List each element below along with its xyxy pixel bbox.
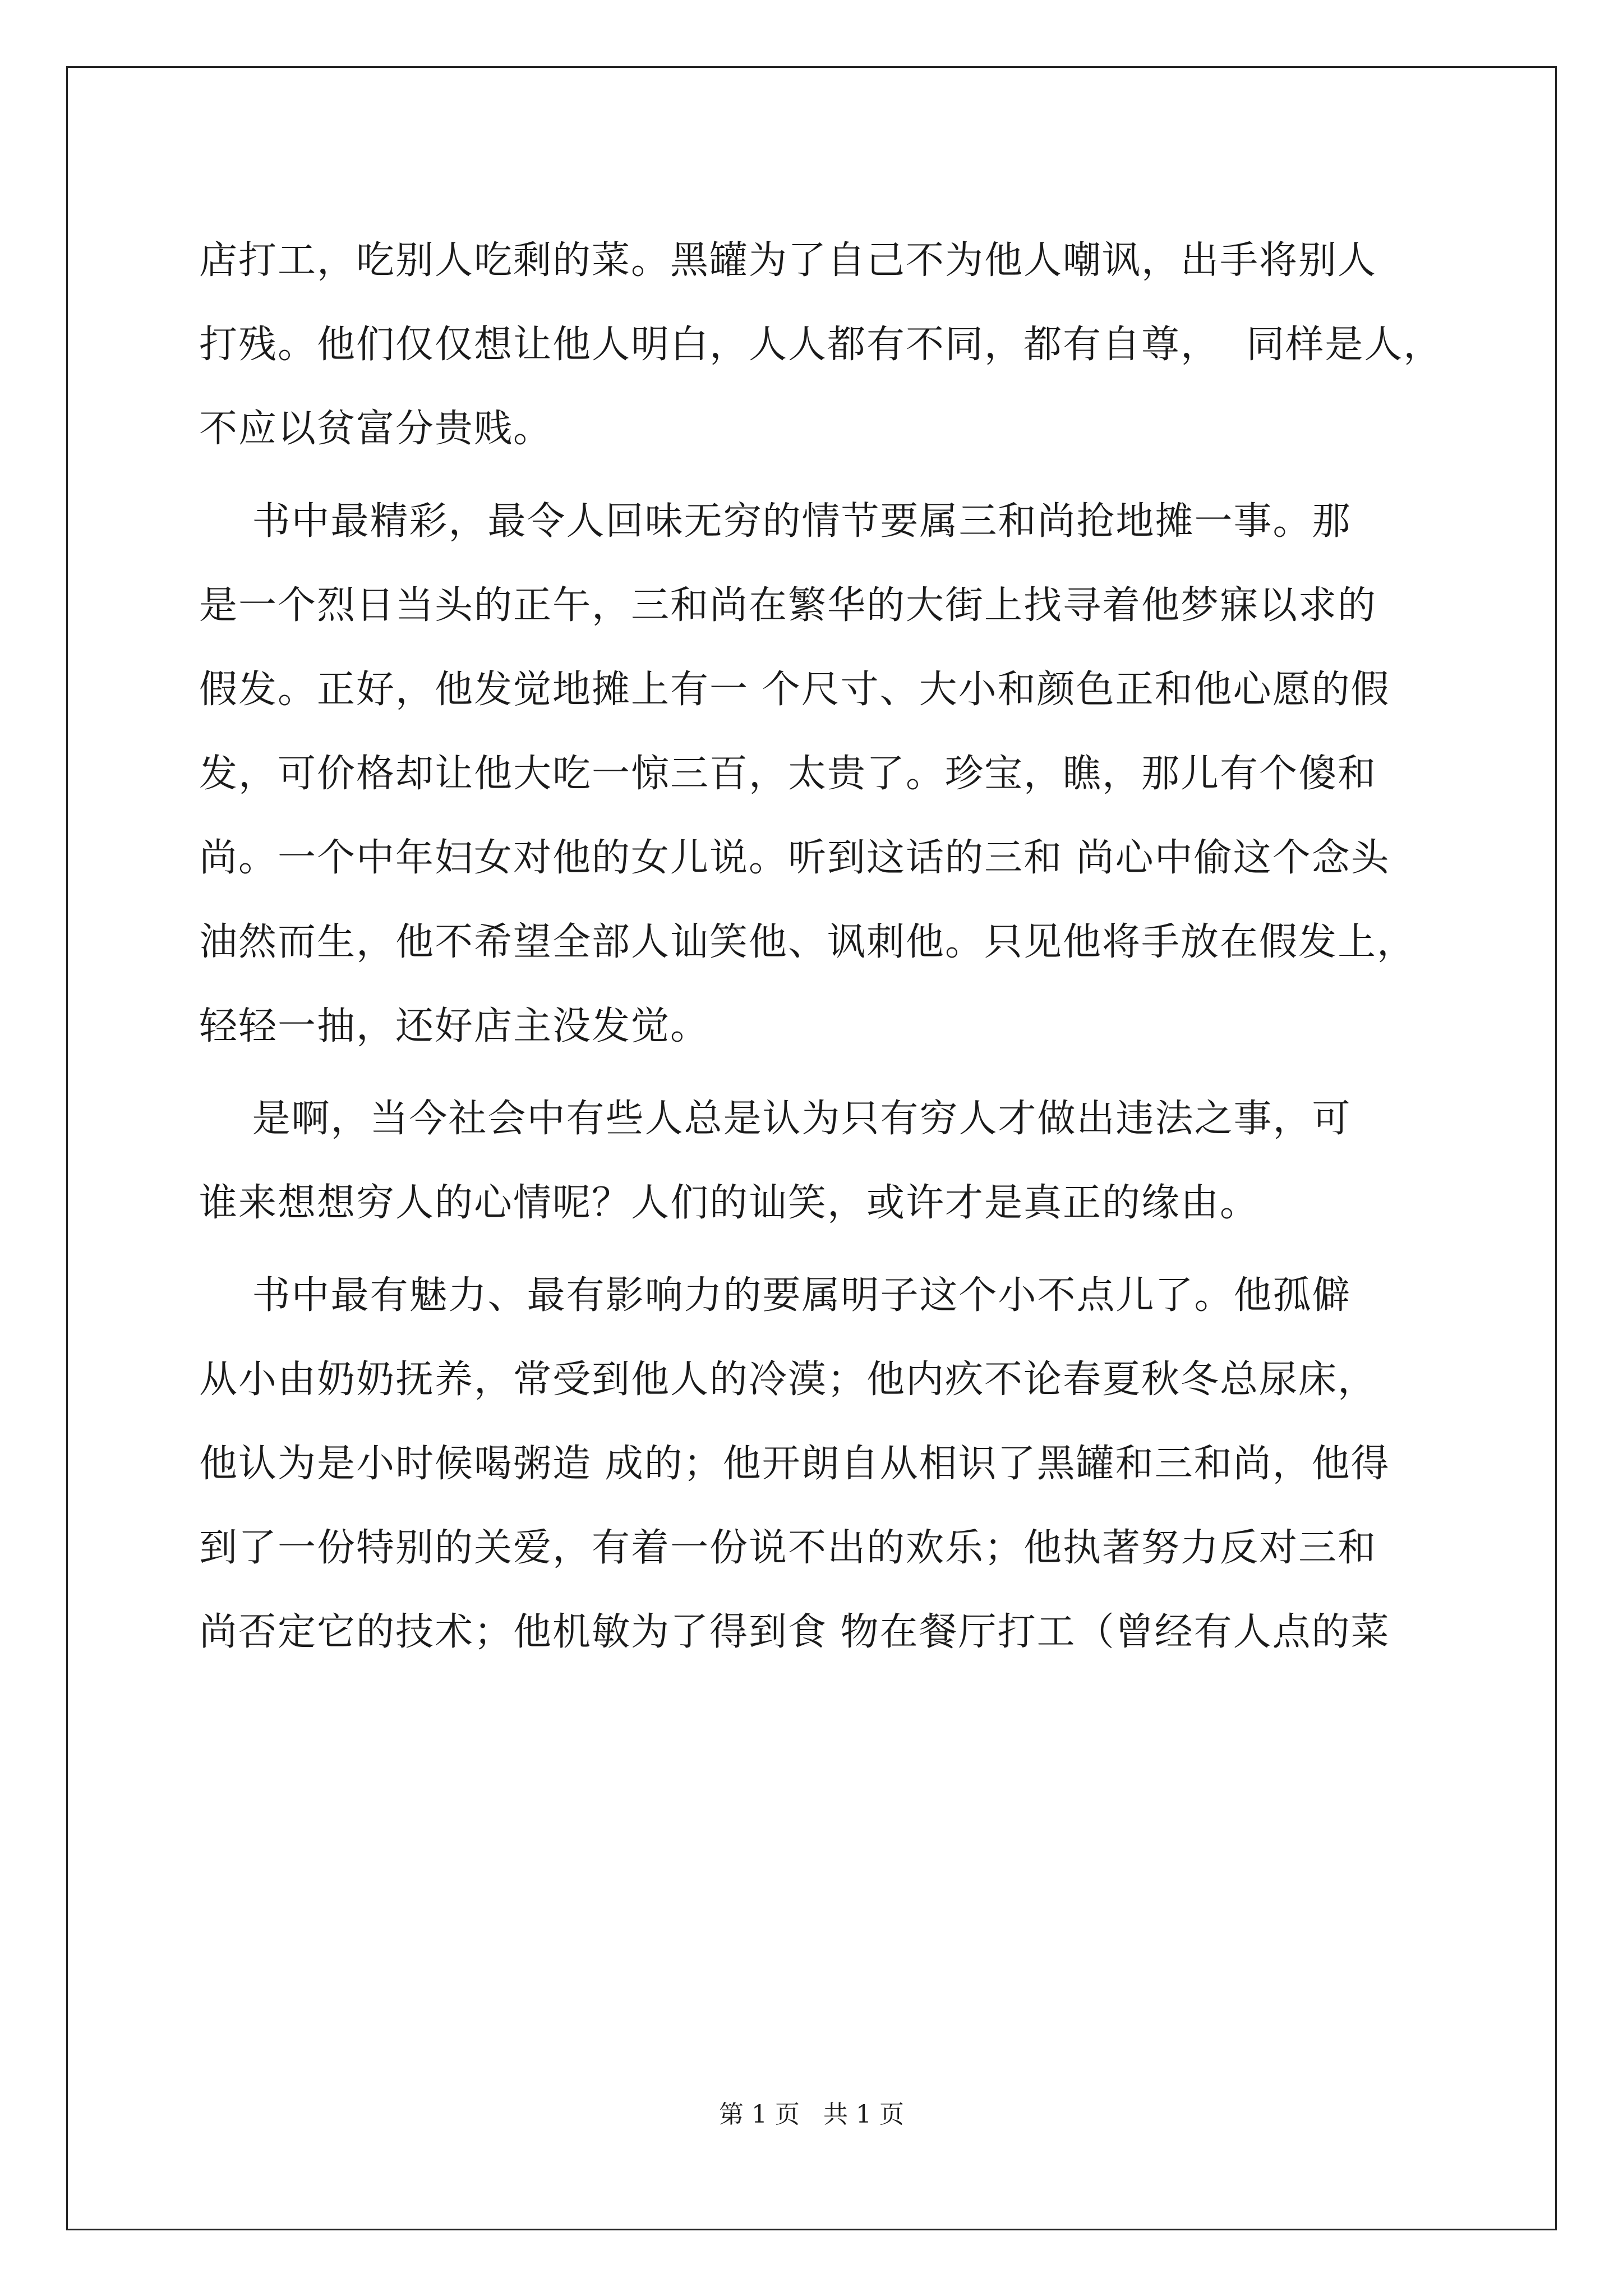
page-footer: 第 1 页 共 1 页 bbox=[719, 2100, 904, 2129]
text-line: 油然而生，他不希望全部人讪笑他、讽刺他。只见他将手放在假发上， bbox=[199, 920, 1417, 964]
text-line: 书中最有魅力、最有影响力的要属明子这个小不点儿了。他孤僻 bbox=[199, 1273, 1352, 1318]
text-line: 假发。正好，他发觉地摊上有一 个尺寸、大小和颜色正和他心愿的假 bbox=[199, 668, 1390, 712]
text-line: 发，可价格却让他大吃一惊三百，太贵了。珍宝，瞧，那儿有个傻和 bbox=[199, 752, 1377, 796]
text-line: 打残。他们仅仅想让他人明白，人人都有不同，都有自尊， 同样是人， bbox=[199, 323, 1443, 367]
text-line: 从小由奶奶抚养，常受到他人的冷漠；他内疚不论春夏秋冬总尿床， bbox=[199, 1358, 1377, 1402]
text-line: 店打工，吃别人吃剩的菜。黑罐为了自己不为他人嘲讽，出手将别人 bbox=[199, 238, 1377, 283]
text-line: 尚否定它的技术；他机敏为了得到食 物在餐厅打工（曾经有人点的菜 bbox=[199, 1610, 1390, 1654]
text-line: 是啊，当今社会中有些人总是认为只有穷人才做出违法之事，可 bbox=[199, 1097, 1352, 1141]
text-line: 书中最精彩，最令人回味无穷的情节要属三和尚抢地摊一事。那 bbox=[199, 499, 1352, 544]
text-line: 谁来想想穷人的心情呢？人们的讪笑，或许才是真正的缘由。 bbox=[199, 1181, 1260, 1225]
text-line: 不应以贫富分贵贱。 bbox=[199, 407, 553, 451]
text-line: 他认为是小时候喝粥造 成的；他开朗自从相识了黑罐和三和尚，他得 bbox=[199, 1442, 1390, 1486]
text-line: 尚。一个中年妇女对他的女儿说。听到这话的三和 尚心中偷这个念头 bbox=[199, 836, 1390, 880]
text-line: 是一个烈日当头的正午，三和尚在繁华的大街上找寻着他梦寐以求的 bbox=[199, 583, 1377, 628]
text-line: 轻轻一抽，还好店主没发觉。 bbox=[199, 1004, 710, 1048]
text-line: 到了一份特别的关爱，有着一份说不出的欢乐；他执著努力反对三和 bbox=[199, 1526, 1377, 1570]
